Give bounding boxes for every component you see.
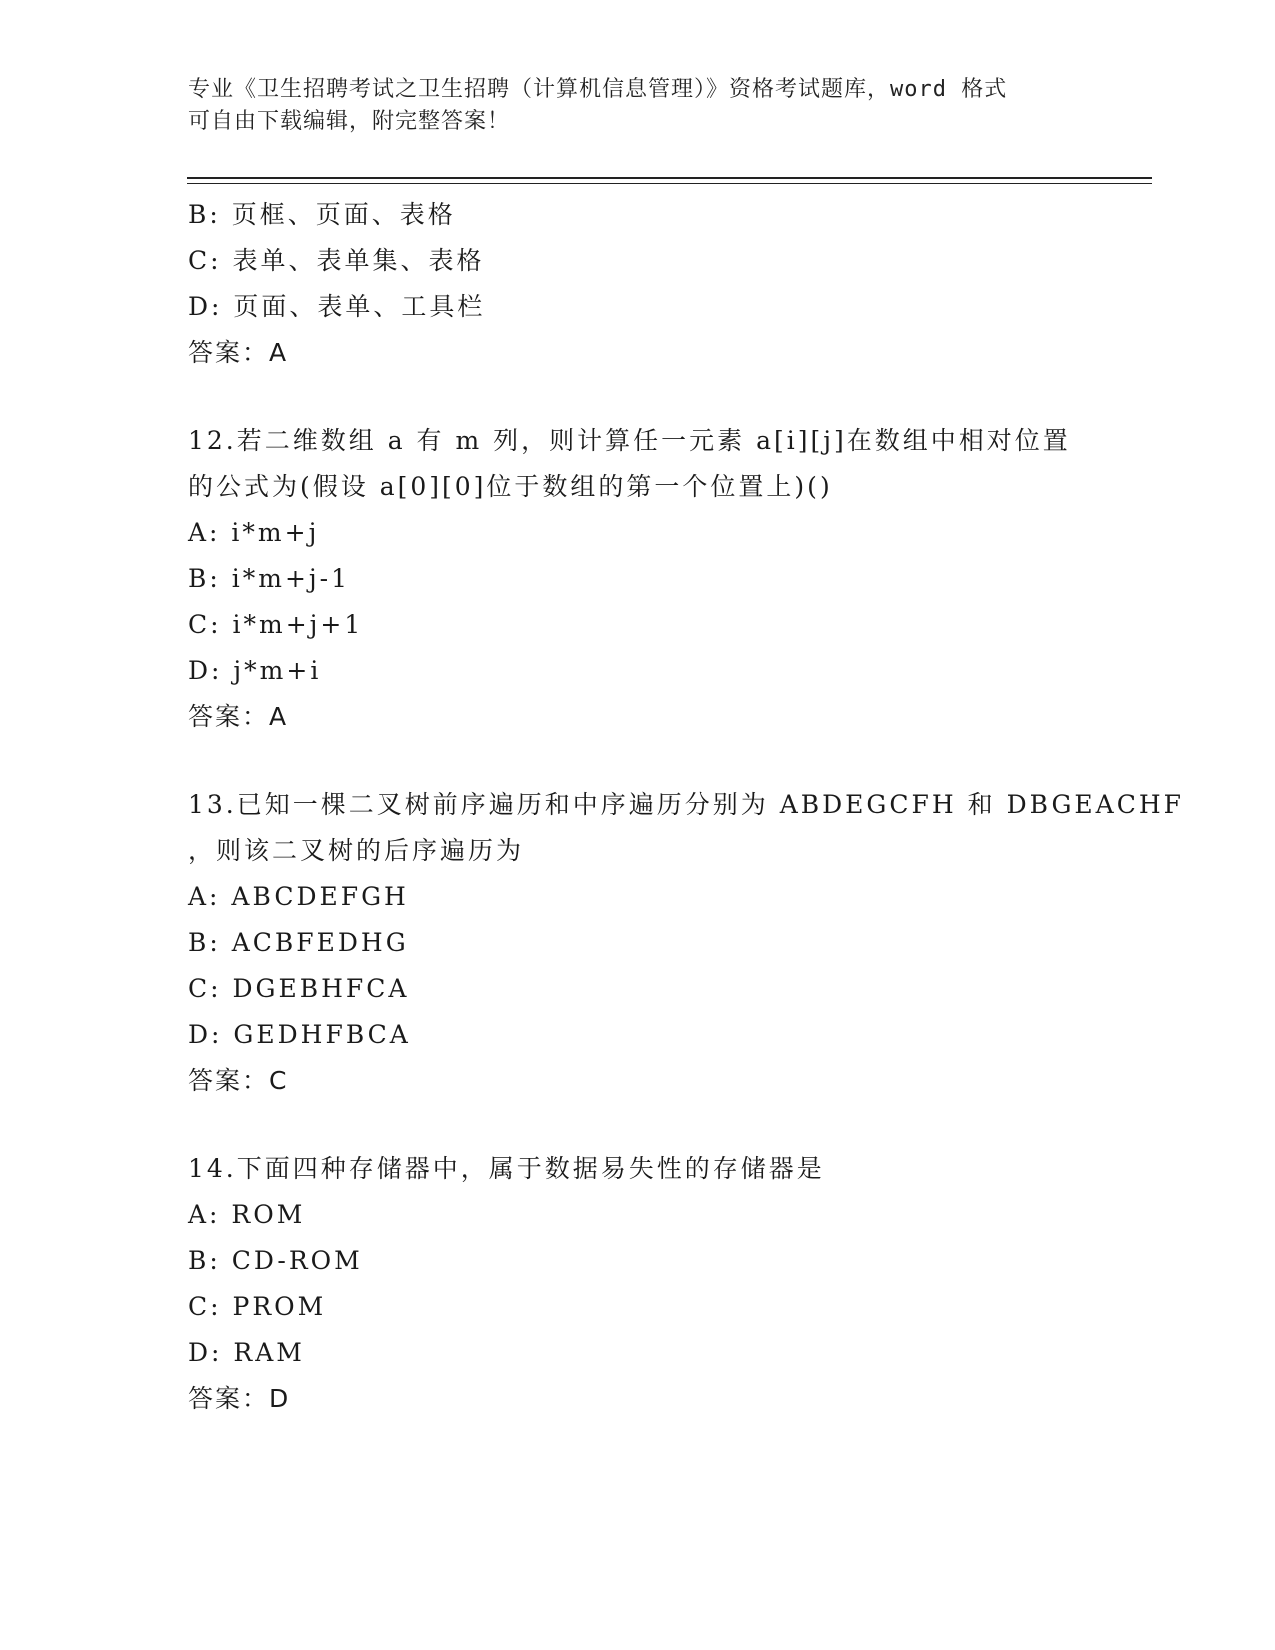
spacer [188,740,1088,782]
option-b: B: i*m+j-1 [188,564,350,593]
header-divider-thick [187,177,1152,179]
option-b: B: ACBFEDHG [188,928,409,957]
option-d: D: j*m+i [188,656,322,685]
option-b: B: 页框、页面、表格 [188,200,456,229]
spacer [188,1104,1088,1146]
option-a: A: ROM [188,1200,306,1229]
option-c: C: DGEBHFCA [188,974,410,1003]
question-stem-line-1: 14.下面四种存储器中，属于数据易失性的存储器是 [188,1154,825,1183]
header-line-1: 专业《卫生招聘考试之卫生招聘（计算机信息管理）》资格考试题库，word 格式 [188,77,1008,102]
question-14 [188,1146,1088,1422]
option-a: A: ABCDEFGH [188,882,409,911]
answer-line: 答案：A [188,338,289,367]
option-a: A: i*m+j [188,518,320,547]
spacer [188,376,1088,418]
document-header [188,74,1088,138]
question-stem-line-1: 13.已知一棵二叉树前序遍历和中序遍历分别为 ABDEGCFH 和 DBGEACHF [188,790,1184,819]
option-b: B: CD-ROM [188,1246,363,1275]
question-stem-line-1: 12.若二维数组 a 有 m 列，则计算任一元素 a[i][j]在数组中相对位置 [188,426,1071,455]
answer-line: 答案：D [188,1384,291,1413]
answer-line: 答案：A [188,702,289,731]
header-line-2: 可自由下载编辑，附完整答案！ [188,109,511,134]
option-d: D: 页面、表单、工具栏 [188,292,486,321]
question-list [188,192,1184,1422]
option-d: D: GEDHFBCA [188,1020,411,1049]
question-13 [188,782,1184,1104]
header-divider-thin [187,183,1152,184]
question-stem-line-2: 的公式为(假设 a[0][0]位于数组的第一个位置上)() [188,472,833,501]
question-stem-line-2: ，则该二叉树的后序遍历为 [188,836,525,865]
option-c: C: 表单、表单集、表格 [188,246,485,275]
question-12 [188,418,1088,740]
option-d: D: RAM [188,1338,305,1367]
question-11-continued [188,192,1088,376]
option-c: C: PROM [188,1292,327,1321]
option-c: C: i*m+j+1 [188,610,364,639]
answer-line: 答案：C [188,1066,289,1095]
